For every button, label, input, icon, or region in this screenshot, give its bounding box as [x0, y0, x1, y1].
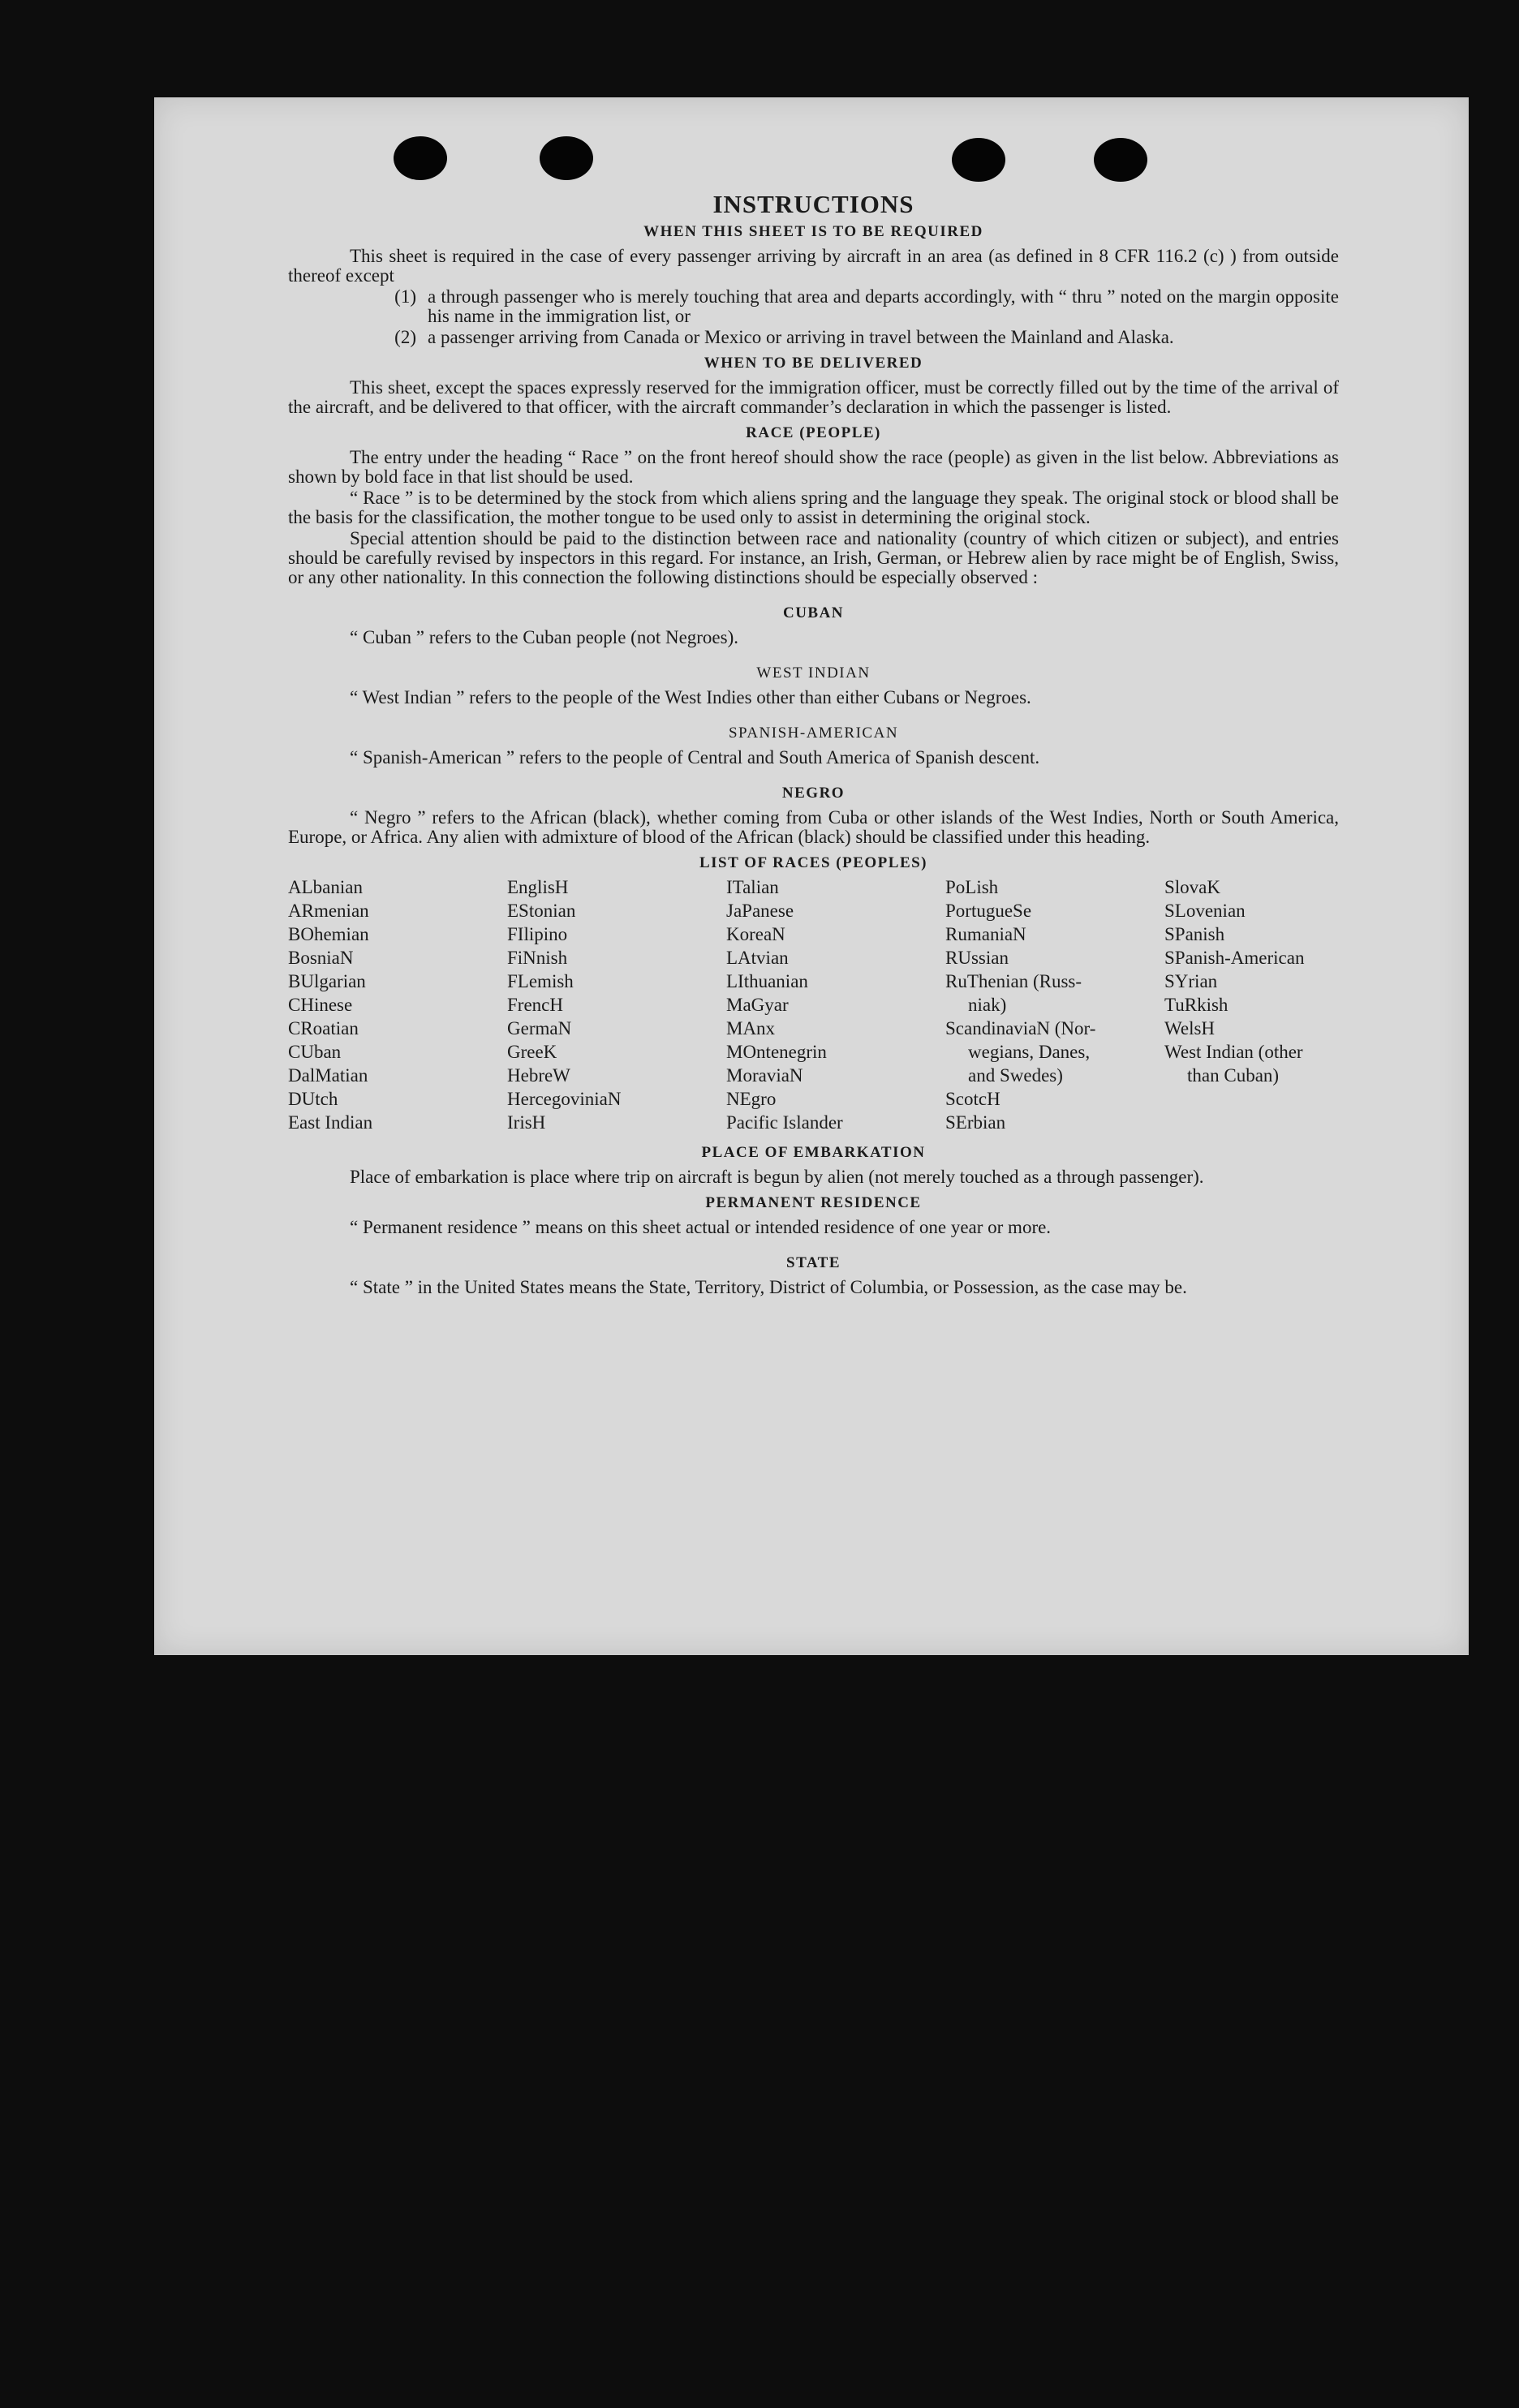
race-entry: BOhemian	[288, 924, 369, 944]
heading-permanent-residence: PERMANENT RESIDENCE	[705, 1194, 922, 1211]
race-entry: NEgro	[726, 1089, 777, 1109]
race-entry: Pacific Islander	[726, 1112, 843, 1133]
instructions-body	[288, 190, 1339, 1299]
race-entry: FLemish	[507, 971, 574, 991]
races-column	[1164, 878, 1339, 1137]
race-paragraph: Special attention should be paid to the distinction between race and nationality (country of which citizen or subject), and entries should be carefully revised by inspectors in this regard. For instance, an Irish, German, or Hebrew alien by race might be of English, Swiss, or any other nationality. In this connection the following distinctions should be especially observed :	[288, 528, 1339, 587]
heading-when-required: WHEN THIS SHEET IS TO BE REQUIRED	[643, 223, 983, 240]
race-entry: SErbian	[945, 1112, 1006, 1133]
race-entry: MoraviaN	[726, 1065, 803, 1086]
race-entry: FIlipino	[507, 924, 568, 944]
race-entry: EnglisH	[507, 877, 569, 897]
race-entry: PortugueSe	[945, 901, 1032, 921]
race-entry-continued: niak)	[968, 995, 1007, 1015]
exception-item	[288, 287, 1339, 326]
punch-hole	[1094, 138, 1147, 182]
race-entry: HercegoviniaN	[507, 1089, 622, 1109]
embarkation-text: Place of embarkation is place where trip on aircraft is begun by alien (not merely touched as a through passenger).	[350, 1167, 1204, 1187]
race-entry: MaGyar	[726, 995, 789, 1015]
race-entry: JaPanese	[726, 901, 794, 921]
race-entry: CHinese	[288, 995, 353, 1015]
heading-list-of-races: LIST OF RACES (PEOPLES)	[699, 854, 928, 871]
race-entry: ALbanian	[288, 877, 363, 897]
races-column	[945, 878, 1164, 1137]
race-entry: BUlgarian	[288, 971, 366, 991]
punch-hole	[952, 138, 1005, 182]
races-column	[507, 878, 726, 1137]
race-entry: LAtvian	[726, 948, 789, 968]
race-entry: TuRkish	[1164, 995, 1229, 1015]
race-entry: HebreW	[507, 1065, 570, 1086]
race-entry-continued: wegians, Danes,	[968, 1042, 1091, 1062]
race-entry: PoLish	[945, 877, 999, 897]
race-entry: FiNnish	[507, 948, 568, 968]
race-entry: SlovaK	[1164, 877, 1220, 897]
heading-negro: NEGRO	[781, 785, 846, 802]
races-column	[726, 878, 945, 1137]
race-entry: DalMatian	[288, 1065, 368, 1086]
race-entry: BosniaN	[288, 948, 354, 968]
race-paragraph: The entry under the heading “ Race ” on the front hereof should show the race (people) as given in the list below. Abbreviations as shown by bold face in that list should be used.	[288, 447, 1339, 487]
race-entry: West Indian (other	[1164, 1042, 1303, 1062]
heading-embarkation: PLACE OF EMBARKATION	[701, 1144, 926, 1161]
heading-spanish-american: SPANISH-AMERICAN	[728, 725, 899, 742]
race-entry: CUban	[288, 1042, 342, 1062]
item-number: (2)	[394, 327, 416, 347]
item-text: a passenger arriving from Canada or Mexico or arriving in travel between the Mainland and Alaska.	[428, 327, 1174, 347]
negro-text: “ Negro ” refers to the African (black), whether coming from Cuba or other islands of the West Indies, North or South America, Europe, or Africa. Any alien with admixture of blood of the African (black) should be classified under this heading.	[288, 807, 1339, 847]
race-entry: FrencH	[507, 995, 563, 1015]
race-entry: RUssian	[945, 948, 1009, 968]
race-entry: WelsH	[1164, 1018, 1216, 1038]
exception-item	[288, 328, 1339, 347]
when-required-intro: This sheet is required in the case of every passenger arriving by aircraft in an area (as defined in 8 CFR 116.2 (c) ) from outside thereof except	[288, 246, 1339, 286]
heading-when-delivered: WHEN TO BE DELIVERED	[704, 355, 923, 372]
heading-state: STATE	[786, 1254, 841, 1271]
race-entry: CRoatian	[288, 1018, 359, 1038]
race-entry-continued: and Swedes)	[968, 1065, 1063, 1086]
race-entry: SLovenian	[1164, 901, 1246, 921]
punch-hole	[540, 136, 593, 180]
race-entry: SPanish-American	[1164, 948, 1305, 968]
race-entry: DUtch	[288, 1089, 338, 1109]
cuban-text: “ Cuban ” refers to the Cuban people (not Negroes).	[350, 627, 739, 647]
races-column	[288, 878, 507, 1137]
race-entry: EStonian	[507, 901, 576, 921]
item-number: (1)	[394, 286, 416, 307]
race-entry-continued: than Cuban)	[1187, 1065, 1280, 1086]
races-list	[288, 878, 1339, 1137]
west-indian-text: “ West Indian ” refers to the people of the West Indies other than either Cubans or Negroes.	[350, 687, 1031, 707]
race-entry: LIthuanian	[726, 971, 808, 991]
race-entry: MAnx	[726, 1018, 776, 1038]
race-entry: KoreaN	[726, 924, 785, 944]
page-title: INSTRUCTIONS	[712, 190, 914, 218]
race-entry: ScandinaviaN (Nor-	[945, 1018, 1096, 1038]
race-entry: GermaN	[507, 1018, 572, 1038]
race-paragraph: “ Race ” is to be determined by the stock from which aliens spring and the language they speak. The original stock or blood shall be the basis for the classification, the mother tongue to be used only to assist in determining the original stock.	[288, 488, 1339, 527]
race-entry: ScotcH	[945, 1089, 1000, 1109]
punch-hole	[394, 136, 447, 180]
race-entry: East Indian	[288, 1112, 373, 1133]
heading-west-indian: WEST INDIAN	[756, 664, 871, 682]
race-entry: SYrian	[1164, 971, 1218, 991]
race-entry: RumaniaN	[945, 924, 1026, 944]
spanish-american-text: “ Spanish-American ” refers to the people of Central and South America of Spanish descent.	[350, 747, 1040, 768]
when-delivered-text: This sheet, except the spaces expressly reserved for the immigration officer, must be correctly filled out by the time of the arrival of the aircraft, and be delivered to that officer, with the aircraft commander’s declaration in which the passenger is listed.	[288, 377, 1339, 417]
race-entry: ITalian	[726, 877, 779, 897]
race-entry: MOntenegrin	[726, 1042, 827, 1062]
residence-text: “ Permanent residence ” means on this sheet actual or intended residence of one year or more.	[350, 1217, 1052, 1237]
state-text: “ State ” in the United States means the State, Territory, District of Columbia, or Possession, as the case may be.	[350, 1277, 1187, 1297]
race-entry: ARmenian	[288, 901, 369, 921]
heading-cuban: CUBAN	[782, 604, 845, 621]
race-entry: RuThenian (Russ-	[945, 971, 1082, 991]
item-text: a through passenger who is merely touching that area and departs accordingly, with “ thru ” noted on the margin opposite his name in the immigration list, or	[428, 286, 1339, 326]
document-sheet	[154, 97, 1469, 1655]
race-entry: SPanish	[1164, 924, 1225, 944]
heading-race: RACE (PEOPLE)	[746, 424, 881, 441]
race-entry: IrisH	[507, 1112, 546, 1133]
race-entry: GreeK	[507, 1042, 557, 1062]
